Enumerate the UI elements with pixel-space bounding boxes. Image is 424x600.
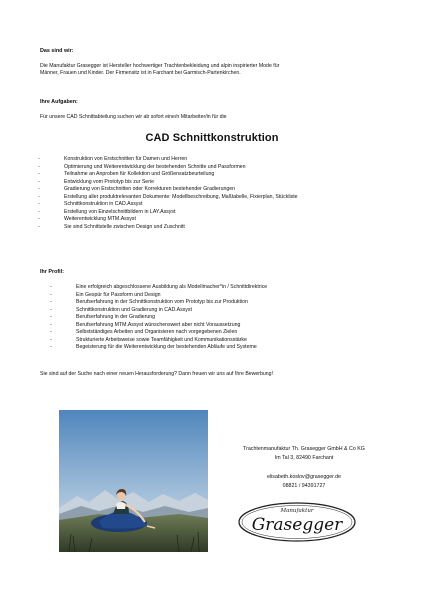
- grasegger-logo: [235, 498, 359, 544]
- task-item: - Sie sind Schnittstelle zwischen Design und Zuschnitt: [38, 223, 185, 230]
- job-title: CAD Schnittkonstruktion: [145, 132, 279, 144]
- profile-item: - Begeisterung für die Weiterentwicklung der bestehenden Abläufe und Systeme: [50, 344, 257, 351]
- tasks-heading: Ihre Aufgaben:: [40, 99, 78, 105]
- profile-item: - Ein Gespür für Passform und Design: [50, 291, 161, 298]
- task-item: - Schnittkonstruktion in CAD.Assyst: [38, 201, 143, 208]
- closing-text: Sie sind auf der Suche nach einer neuen Herausforderung? Dann freuen wir uns auf Ihre Bewerbung!: [40, 371, 274, 377]
- tasks-section: [40, 99, 390, 121]
- task-item: - Weiterentwicklung MTM.Assyst: [38, 216, 136, 223]
- task-item: - Gradierung von Erstschnitten oder Korrekturen bestehender Gradierungen: [38, 186, 236, 193]
- profile-item: - Selbstständiges Arbeiten und Organisieren nach vorgegebenen Zielen: [50, 329, 238, 336]
- alpine-photo: [59, 410, 208, 552]
- tasks-intro: Für unsere CAD Schnittabteilung suchen wir ab sofort eine/n Mitarbeiter/in für die: [40, 114, 227, 121]
- profile-item: - Berufserfahrung in der Schnittkonstruktion vom Prototyp bis zur Produktion: [50, 299, 248, 306]
- alpine-scene-illustration: [59, 410, 208, 552]
- about-text-line2: Männer, Frauen und Kinder. Der Firmensitz ist in Farchant bei Garmisch-Partenkirchen.: [40, 70, 241, 77]
- task-item: - Erstellung von Einzelschnittbildern in LAY.Assyst: [38, 208, 176, 215]
- profile-item: - Berufserfahrung MTM.Assyst wünschenswert aber nicht Voraussetzung: [50, 321, 241, 328]
- profile-list: [50, 284, 268, 352]
- svg-text:Manufaktur: Manufaktur: [280, 508, 314, 514]
- contact-email[interactable]: elisabeth.koslov@grasegger.de: [267, 474, 341, 480]
- task-item: - Entwicklung vom Prototyp bis zur Serie: [38, 178, 154, 185]
- task-item: - Konstruktion von Erstschnitten für Damen und Herren: [38, 156, 188, 162]
- contact-address: Im Tal 3, 82490 Farchant: [274, 455, 334, 461]
- about-section: [40, 48, 390, 78]
- tasks-list: [38, 156, 298, 231]
- about-text-line1: Die Manufaktur Grasegger ist Hersteller hochwertiger Trachtenbekleidung und alpin inspirierter Mode für: [40, 63, 280, 70]
- svg-text:Grasegger: Grasegger: [251, 515, 343, 535]
- contact-phone: 08821 / 94391727: [282, 483, 326, 489]
- profile-item: - Schnittkonstruktion und Gradierung in CAD.Assyst: [50, 306, 192, 313]
- about-heading: Das sind wir:: [40, 48, 74, 54]
- task-item: - Erstellung aller produktrelevanten Dokumente: Modellbeschreibung, Maßtabelle, Fixierplan, Stückliste: [38, 193, 298, 200]
- task-item: - Optimierung und Weiterentwicklung der bestehenden Schnitte und Passformen: [38, 163, 246, 170]
- profile-heading: Ihr Profil:: [40, 269, 64, 275]
- profile-item: - Strukturierte Arbeitsweise sowie Teamfähigkeit und Kommunikationsstärke: [50, 336, 247, 343]
- profile-item: - Eine erfolgreich abgeschlossene Ausbildung als Modellmacher*in / Schnittdirektrice: [50, 284, 268, 290]
- contact-company: Trachtenmanufaktur Th. Grasegger GmbH & Co KG: [243, 446, 365, 452]
- task-item: - Teilnahme an Anproben für Kollektion und Größensatzbeurteilung: [38, 171, 215, 178]
- profile-item: - Berufserfahrung in der Gradierung: [50, 314, 156, 321]
